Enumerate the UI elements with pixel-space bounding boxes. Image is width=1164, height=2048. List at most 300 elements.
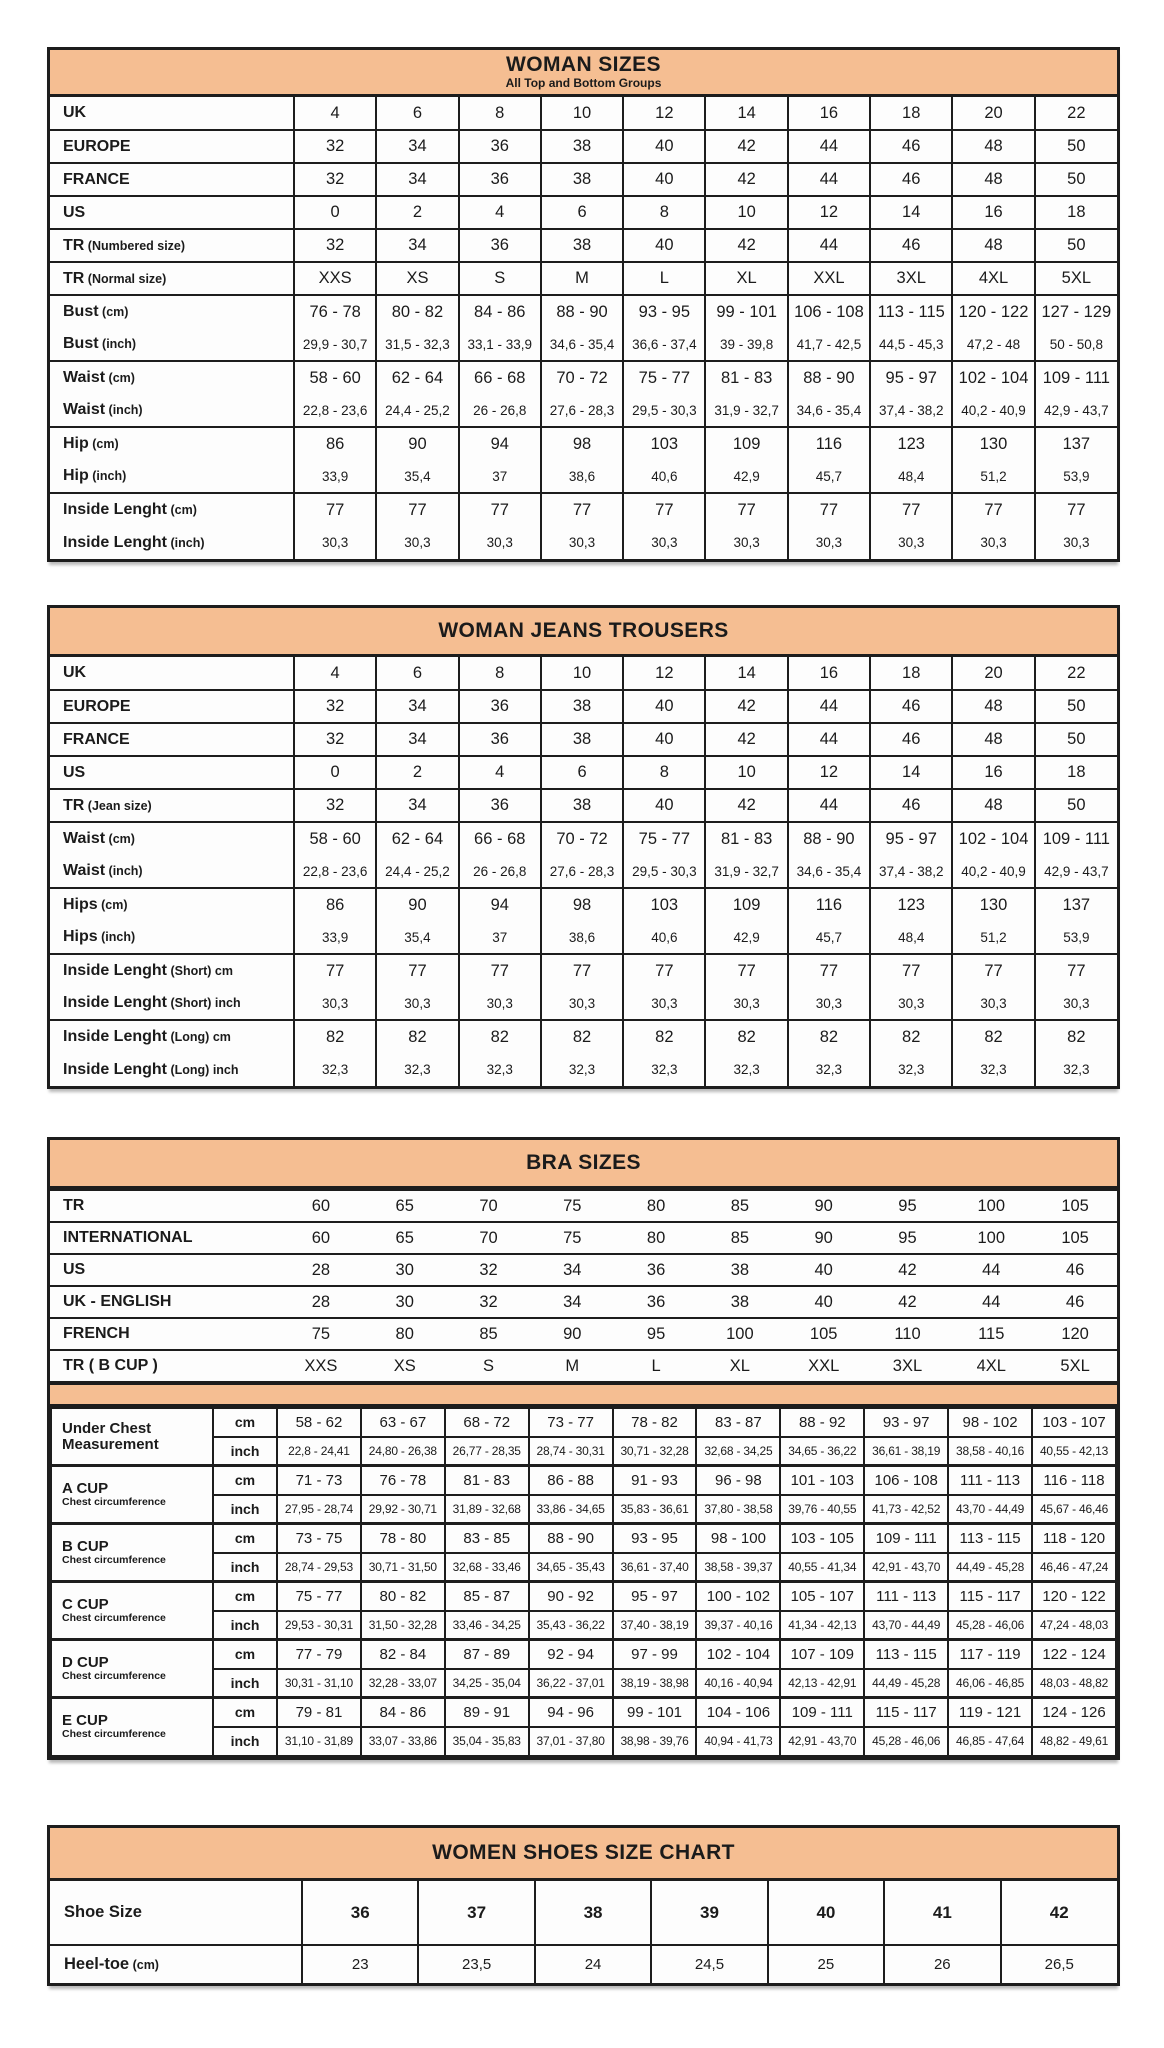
size-cell: S — [459, 262, 541, 295]
size-cell: 77 — [1035, 954, 1117, 987]
unit-label: inch — [213, 1669, 277, 1698]
row-label — [50, 97, 294, 130]
table-title: WOMAN SIZES — [506, 53, 661, 76]
row-label-text: TR — [63, 796, 85, 814]
size-cell: 82 — [294, 1020, 376, 1053]
size-cell: 85 - 87 — [445, 1582, 529, 1611]
size-cell: 0 — [294, 756, 376, 789]
size-cell: 28 — [279, 1286, 363, 1318]
row-label — [50, 1053, 294, 1086]
size-cell: 82 — [952, 1020, 1034, 1053]
size-cell: 42,91 - 43,70 — [780, 1727, 864, 1756]
size-cell: 29,5 - 30,3 — [623, 855, 705, 888]
table-row — [50, 756, 1117, 789]
unit-label: inch — [213, 1727, 277, 1756]
row-label — [50, 1254, 279, 1286]
size-cell: 75 — [530, 1190, 614, 1222]
size-cell: 105 — [782, 1318, 866, 1350]
size-cell: XS — [363, 1350, 447, 1382]
size-cell: 46 — [870, 723, 952, 756]
row-label — [50, 229, 294, 262]
size-cell: 47,24 - 48,03 — [1032, 1611, 1116, 1640]
size-cell: 16 — [788, 97, 870, 130]
table-row — [50, 1318, 1117, 1350]
size-cell: 90 — [530, 1318, 614, 1350]
size-cell: 102 - 104 — [952, 361, 1034, 394]
size-cell: 76 - 78 — [361, 1466, 445, 1495]
row-label — [50, 987, 294, 1020]
size-cell: 81 - 83 — [705, 822, 787, 855]
size-cell: 32,68 - 34,25 — [696, 1437, 780, 1466]
size-cell: 10 — [705, 756, 787, 789]
size-cell: 77 — [870, 954, 952, 987]
size-cell: 34,25 - 35,04 — [445, 1669, 529, 1698]
size-cell: 30,3 — [952, 526, 1034, 559]
size-cell: 30,3 — [705, 987, 787, 1020]
size-cell: 36 — [614, 1254, 698, 1286]
size-cell: 111 - 113 — [948, 1466, 1032, 1495]
size-cell: 33,86 - 34,65 — [529, 1495, 613, 1524]
size-cell: 37,4 - 38,2 — [870, 855, 952, 888]
size-cell: 33,9 — [294, 460, 376, 493]
table-row — [50, 1254, 1117, 1286]
size-cell: 30,3 — [623, 987, 705, 1020]
row-label-text: Inside Lenght — [63, 962, 167, 979]
row-label-text: TR — [63, 236, 85, 254]
table-row — [50, 394, 1117, 427]
size-cell: 80 — [363, 1318, 447, 1350]
row-label-note: Chest circumference — [62, 1554, 166, 1566]
size-cell: 115 — [949, 1318, 1033, 1350]
size-cell: 35,43 - 36,22 — [529, 1611, 613, 1640]
size-cell: 77 — [623, 954, 705, 987]
size-cell: 37 — [459, 921, 541, 954]
size-cell: 48 — [952, 723, 1034, 756]
row-label-text: Bust — [63, 303, 99, 320]
size-cell: 53,9 — [1035, 921, 1117, 954]
size-cell: 48,4 — [870, 460, 952, 493]
size-cell: 38 — [541, 163, 623, 196]
row-label — [50, 163, 294, 196]
table-row — [50, 690, 1117, 723]
unit-label: cm — [213, 1582, 277, 1611]
size-cell: 82 — [623, 1020, 705, 1053]
size-cell: 75 - 77 — [277, 1582, 361, 1611]
row-label-note: (cm) — [167, 503, 197, 517]
table-row — [50, 1881, 1117, 1945]
size-cell: 24,4 - 25,2 — [376, 855, 458, 888]
size-cell: 4XL — [949, 1350, 1033, 1382]
size-cell: 40 — [623, 130, 705, 163]
size-cell: 86 — [294, 888, 376, 921]
size-cell: 32,3 — [541, 1053, 623, 1086]
size-cell: 23 — [302, 1945, 418, 1983]
size-cell: 36 — [459, 789, 541, 822]
size-cell: 40 — [782, 1286, 866, 1318]
row-label-text: TR — [63, 1197, 85, 1214]
size-cell: 46,06 - 46,85 — [948, 1669, 1032, 1698]
size-cell: 12 — [623, 657, 705, 690]
size-cell: 42 — [705, 723, 787, 756]
size-cell: 30,3 — [1035, 987, 1117, 1020]
size-cell: 26 — [884, 1945, 1000, 1983]
size-cell: 113 - 115 — [870, 295, 952, 328]
size-cell: 29,53 - 30,31 — [277, 1611, 361, 1640]
size-cell: 60 — [279, 1190, 363, 1222]
size-cell: 39 - 39,8 — [705, 328, 787, 361]
size-cell: XXS — [279, 1350, 363, 1382]
size-cell: 30,3 — [952, 987, 1034, 1020]
row-label — [50, 690, 294, 723]
size-cell: 111 - 113 — [864, 1582, 948, 1611]
size-cell: 44 — [949, 1286, 1033, 1318]
size-cell: 62 - 64 — [376, 361, 458, 394]
row-label — [50, 328, 294, 361]
row-label — [50, 723, 294, 756]
size-cell: 31,9 - 32,7 — [705, 855, 787, 888]
row-label — [50, 295, 294, 328]
size-cell: 37,01 - 37,80 — [529, 1727, 613, 1756]
size-cell: 16 — [788, 657, 870, 690]
woman-jeans-header — [50, 608, 1117, 657]
size-cell: 36 — [459, 229, 541, 262]
size-cell: 46,46 - 47,24 — [1032, 1553, 1116, 1582]
size-cell: M — [541, 262, 623, 295]
size-cell: 22,8 - 23,6 — [294, 394, 376, 427]
row-label-note: (inch) — [105, 403, 143, 417]
size-cell: 6 — [376, 97, 458, 130]
size-cell: 117 - 119 — [948, 1640, 1032, 1669]
size-cell: 123 — [870, 888, 952, 921]
size-cell: 32,3 — [376, 1053, 458, 1086]
size-cell: 120 - 122 — [952, 295, 1034, 328]
size-cell: 34 — [530, 1286, 614, 1318]
woman-sizes-table — [47, 47, 1120, 562]
woman-sizes-grid — [50, 97, 1117, 559]
size-cell: 80 — [614, 1190, 698, 1222]
size-cell: 58 - 60 — [294, 361, 376, 394]
size-cell: 77 — [705, 493, 787, 526]
size-cell: 77 — [376, 954, 458, 987]
size-cell: 38 — [541, 229, 623, 262]
size-cell: 36,61 - 38,19 — [864, 1437, 948, 1466]
size-cell: 22,8 - 24,41 — [277, 1437, 361, 1466]
size-cell: 30,3 — [788, 526, 870, 559]
row-label — [50, 954, 294, 987]
size-cell: 48,4 — [870, 921, 952, 954]
size-cell: 6 — [541, 756, 623, 789]
size-cell: 34,6 - 35,4 — [788, 394, 870, 427]
size-cell: 34 — [376, 163, 458, 196]
row-label-text: Heel-toe — [64, 1955, 130, 1973]
size-cell: 3XL — [870, 262, 952, 295]
row-label — [50, 493, 294, 526]
size-cell: 85 — [698, 1190, 782, 1222]
size-cell: 28 — [279, 1254, 363, 1286]
size-cell: 32,28 - 33,07 — [361, 1669, 445, 1698]
size-cell: 38 — [541, 690, 623, 723]
size-cell: 95 - 97 — [613, 1582, 697, 1611]
size-cell: 80 — [614, 1222, 698, 1254]
size-cell: 137 — [1035, 888, 1117, 921]
table-row — [50, 427, 1117, 460]
size-cell: XS — [376, 262, 458, 295]
size-cell: 36 — [614, 1286, 698, 1318]
size-cell: 39,76 - 40,55 — [780, 1495, 864, 1524]
size-cell: 50 — [1035, 130, 1117, 163]
size-cell: XXL — [788, 262, 870, 295]
size-cell: 30,3 — [294, 526, 376, 559]
size-cell: 39,37 - 40,16 — [696, 1611, 780, 1640]
size-cell: 50 — [1035, 163, 1117, 196]
size-cell: 32 — [294, 789, 376, 822]
row-label-text: Under Chest Measurement — [62, 1419, 159, 1453]
size-cell: 30 — [363, 1254, 447, 1286]
size-cell: 40,94 - 41,73 — [696, 1727, 780, 1756]
size-cell: 8 — [623, 756, 705, 789]
woman-jeans-trousers-table — [47, 605, 1120, 1089]
size-cell: 82 — [459, 1020, 541, 1053]
size-cell: 40,55 - 42,13 — [1032, 1437, 1116, 1466]
size-cell: 29,5 - 30,3 — [623, 394, 705, 427]
size-cell: 105 — [1033, 1222, 1117, 1254]
table-row — [51, 1582, 1116, 1611]
size-cell: 50 — [1035, 723, 1117, 756]
row-label — [50, 361, 294, 394]
size-cell: 38 — [541, 789, 623, 822]
size-cell: 36,6 - 37,4 — [623, 328, 705, 361]
size-cell: 100 — [698, 1318, 782, 1350]
row-label-note: (Long) inch — [167, 1062, 239, 1077]
size-cell: 99 - 101 — [613, 1698, 697, 1727]
size-cell: 20 — [952, 97, 1034, 130]
size-cell: 30,3 — [294, 987, 376, 1020]
row-label-text: Waist — [63, 369, 106, 386]
size-cell: 50 — [1035, 229, 1117, 262]
size-cell: 66 - 68 — [459, 361, 541, 394]
size-cell: 105 — [1033, 1190, 1117, 1222]
row-label — [50, 756, 294, 789]
size-cell: L — [623, 262, 705, 295]
size-cell: 80 - 82 — [376, 295, 458, 328]
size-cell: 34,65 - 35,43 — [529, 1553, 613, 1582]
table-row — [50, 921, 1117, 954]
size-cell: 116 - 118 — [1032, 1466, 1116, 1495]
size-cell: 85 — [698, 1222, 782, 1254]
size-cell: 75 — [279, 1318, 363, 1350]
size-cell: 32,3 — [1035, 1053, 1117, 1086]
size-cell: 32 — [294, 163, 376, 196]
size-cell: 130 — [952, 888, 1034, 921]
size-cell: L — [614, 1350, 698, 1382]
size-cell: 71 - 73 — [277, 1466, 361, 1495]
size-cell: 88 - 90 — [541, 295, 623, 328]
size-cell: 75 - 77 — [623, 361, 705, 394]
size-cell: 85 — [447, 1318, 531, 1350]
table-row — [50, 526, 1117, 559]
size-cell: 99 - 101 — [705, 295, 787, 328]
size-cell: 106 - 108 — [864, 1466, 948, 1495]
row-label-note: (inch) — [105, 864, 143, 878]
size-cell: 50 — [1035, 690, 1117, 723]
size-cell: 44 — [788, 789, 870, 822]
row-label-text: Inside Lenght — [63, 1028, 167, 1045]
size-cell: 36,61 - 37,40 — [613, 1553, 697, 1582]
size-cell: 102 - 104 — [696, 1640, 780, 1669]
size-cell: 100 — [949, 1190, 1033, 1222]
size-cell: 4 — [459, 756, 541, 789]
size-cell: 46 — [870, 130, 952, 163]
size-cell: 42 — [705, 130, 787, 163]
size-cell: 82 — [1035, 1020, 1117, 1053]
size-cell: 0 — [294, 196, 376, 229]
size-cell: 93 - 95 — [613, 1524, 697, 1553]
size-cell: 32,3 — [705, 1053, 787, 1086]
size-cell: 2 — [376, 756, 458, 789]
size-cell: 70 - 72 — [541, 361, 623, 394]
size-cell: 44,49 - 45,28 — [864, 1669, 948, 1698]
table-title: WOMEN SHOES SIZE CHART — [432, 1841, 735, 1864]
table-row — [50, 1020, 1117, 1053]
size-cell: 31,10 - 31,89 — [277, 1727, 361, 1756]
size-cell: 32 — [294, 723, 376, 756]
size-cell: 30,71 - 31,50 — [361, 1553, 445, 1582]
size-cell: 77 — [294, 954, 376, 987]
size-cell: 82 - 84 — [361, 1640, 445, 1669]
size-cell: 119 - 121 — [948, 1698, 1032, 1727]
size-cell: 32,3 — [623, 1053, 705, 1086]
table-row — [50, 822, 1117, 855]
row-label — [50, 855, 294, 888]
size-cell: 31,5 - 32,3 — [376, 328, 458, 361]
size-cell: 83 - 85 — [445, 1524, 529, 1553]
size-cell: 100 - 102 — [696, 1582, 780, 1611]
size-cell: 46 — [1033, 1254, 1117, 1286]
size-cell: 32 — [447, 1254, 531, 1286]
size-cell: 82 — [376, 1020, 458, 1053]
row-label-text: UK — [63, 664, 87, 681]
size-cell: 22 — [1035, 97, 1117, 130]
row-label-text: TR ( B CUP ) — [63, 1357, 158, 1374]
size-cell: 109 - 111 — [1035, 822, 1117, 855]
size-cell: 33,07 - 33,86 — [361, 1727, 445, 1756]
row-label-note: (cm) — [105, 832, 135, 846]
size-cell: 30,31 - 31,10 — [277, 1669, 361, 1698]
size-cell: 32,68 - 33,46 — [445, 1553, 529, 1582]
size-cell: 35,83 - 36,61 — [613, 1495, 697, 1524]
size-cell: 90 — [376, 888, 458, 921]
size-cell: 30,3 — [788, 987, 870, 1020]
size-cell: 42,91 - 43,70 — [864, 1553, 948, 1582]
row-label-text: Waist — [63, 830, 106, 847]
row-label — [51, 1582, 213, 1640]
row-label — [50, 1881, 302, 1945]
size-cell: 82 — [705, 1020, 787, 1053]
size-cell: 110 — [866, 1318, 950, 1350]
size-cell: 77 — [952, 954, 1034, 987]
size-cell: 120 — [1033, 1318, 1117, 1350]
size-cell: 34 — [376, 789, 458, 822]
size-cell: 30,3 — [376, 987, 458, 1020]
size-cell: 18 — [870, 657, 952, 690]
size-cell: 70 — [447, 1222, 531, 1254]
size-cell: 77 - 79 — [277, 1640, 361, 1669]
size-cell: 32,3 — [788, 1053, 870, 1086]
size-cell: 95 - 97 — [870, 361, 952, 394]
table-row — [50, 361, 1117, 394]
size-cell: 36 — [459, 723, 541, 756]
size-cell: 63 - 67 — [361, 1408, 445, 1437]
table-row — [50, 1286, 1117, 1318]
size-cell: 97 - 99 — [613, 1640, 697, 1669]
table-row — [51, 1466, 1116, 1495]
table-row — [50, 954, 1117, 987]
size-cell: 29,9 - 30,7 — [294, 328, 376, 361]
size-cell: 86 - 88 — [529, 1466, 613, 1495]
size-cell: 33,9 — [294, 921, 376, 954]
size-cell: 70 - 72 — [541, 822, 623, 855]
size-cell: 16 — [952, 196, 1034, 229]
size-cell: 77 — [1035, 493, 1117, 526]
size-cell: 77 — [870, 493, 952, 526]
row-label-note: Chest circumference — [62, 1612, 166, 1624]
row-label-note: (inch) — [98, 337, 137, 351]
row-label — [50, 1222, 279, 1254]
size-cell: 48 — [952, 690, 1034, 723]
size-cell: 14 — [870, 196, 952, 229]
size-cell: XXS — [294, 262, 376, 295]
size-cell: 78 - 82 — [613, 1408, 697, 1437]
row-label-note: (Short) cm — [167, 964, 233, 978]
size-cell: 35,4 — [376, 921, 458, 954]
size-cell: 40 — [623, 690, 705, 723]
table-row — [51, 1408, 1116, 1437]
size-cell: 90 - 92 — [529, 1582, 613, 1611]
size-cell: 35,4 — [376, 460, 458, 493]
size-cell: 42 — [705, 163, 787, 196]
row-label — [50, 460, 294, 493]
row-label — [51, 1466, 213, 1524]
unit-label: inch — [213, 1437, 277, 1466]
size-cell: 5XL — [1035, 262, 1117, 295]
size-cell: 109 - 111 — [1035, 361, 1117, 394]
bra-band-grid — [50, 1189, 1117, 1383]
row-label-text: Hip — [63, 467, 89, 484]
row-label-text: EUROPE — [63, 697, 131, 715]
size-cell: 34 — [376, 130, 458, 163]
unit-label: inch — [213, 1495, 277, 1524]
row-label-note: (cm) — [129, 1958, 159, 1972]
size-cell: 44,49 - 45,28 — [948, 1553, 1032, 1582]
size-cell: 73 - 75 — [277, 1524, 361, 1553]
size-cell: 48 — [952, 789, 1034, 822]
size-cell: 127 - 129 — [1035, 295, 1117, 328]
size-cell: 98 — [541, 888, 623, 921]
row-label-note: (cm) — [97, 898, 128, 912]
table-row — [50, 163, 1117, 196]
row-label-note: Chest circumference — [62, 1496, 166, 1508]
row-label — [50, 657, 294, 690]
row-label — [50, 1286, 279, 1318]
size-cell: 91 - 93 — [613, 1466, 697, 1495]
size-cell: 51,2 — [952, 921, 1034, 954]
row-label-text: Inside Lenght — [63, 533, 167, 551]
size-cell: 37,40 - 38,19 — [613, 1611, 697, 1640]
table-subtitle: All Top and Bottom Groups — [505, 76, 662, 90]
row-label-text: FRANCE — [63, 170, 130, 188]
size-cell: 41 — [884, 1881, 1000, 1945]
size-cell: 37,80 - 38,58 — [696, 1495, 780, 1524]
